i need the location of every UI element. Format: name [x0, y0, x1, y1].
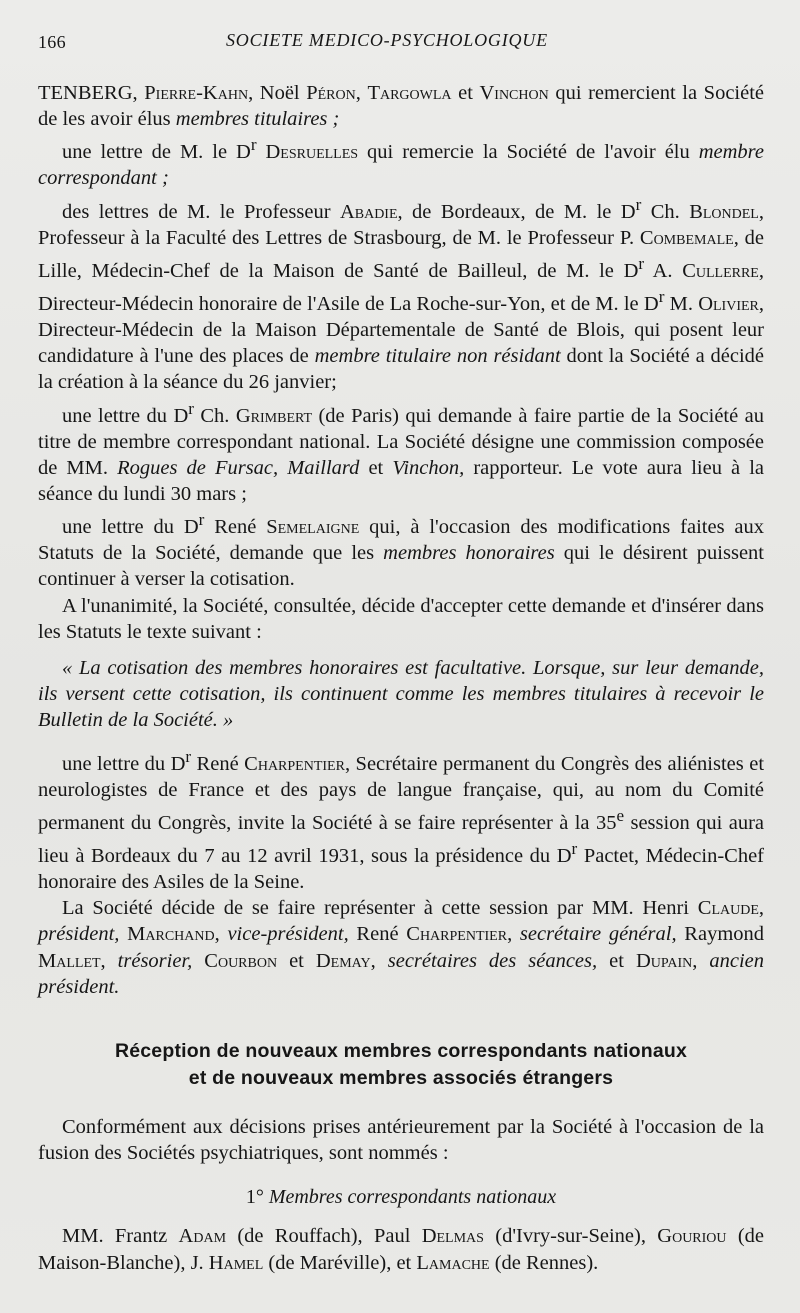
- person-name: Grimbert: [235, 404, 313, 427]
- person-name: Pierre-Kahn: [144, 82, 249, 104]
- running-title: SOCIETE MEDICO-PSYCHOLOGIQUE: [226, 30, 548, 50]
- text-run: ,: [132, 82, 145, 104]
- italic-run: membre correspondant ;: [38, 141, 764, 190]
- superscript: r: [571, 838, 578, 858]
- text-run: ,: [370, 949, 388, 972]
- text-run: , Noël: [248, 82, 307, 104]
- superscript: r: [635, 194, 642, 214]
- text-run: qui, à l'occasion des modifications faites aux Statuts de la Société, demande que les: [38, 516, 765, 565]
- italic-run: secrétaires des séances,: [387, 949, 598, 972]
- person-name: Desruelles: [265, 141, 359, 164]
- text-run: (de Rouffach), Paul: [226, 1225, 422, 1248]
- text-run: une lettre de M. le D: [62, 141, 251, 164]
- italic-run: membres honoraires: [383, 542, 555, 565]
- text-run: René: [191, 752, 245, 775]
- person-name: Semelaigne: [266, 516, 360, 539]
- text-run: , Secrétaire permanent du Congrès des aliénistes et neurologistes de France et des pays de langue française, qui, au nom du Comité permanent du Congrès, invite la Société à se faire représenter à la 35: [38, 752, 765, 834]
- section-heading-line: et de nouveaux membres associés étrangers: [188, 1066, 614, 1089]
- text-run: Ch.: [641, 200, 690, 223]
- text-run: Raymond: [676, 923, 765, 946]
- person-name: Olivier: [698, 292, 759, 315]
- running-header: [38, 28, 764, 58]
- text-run: qui remercient la Société de les avoir élus: [38, 82, 765, 131]
- text-run: qui remercie la Société de l'avoir élu: [358, 141, 699, 164]
- text-run: , Professeur à la Faculté des Lettres de Strasbourg, de M. le Professeur P.: [38, 200, 764, 249]
- person-name: Demay: [315, 949, 371, 972]
- text-run: rapporteur. Le vote aura lieu à la séance du lundi 30 mars ;: [38, 456, 764, 505]
- text-run: (de Paris) qui demande à faire partie de la Société au titre de membre correspondant national. La Société désigne une commission composée de MM.: [38, 404, 764, 479]
- paragraph-grimbert-letter: [38, 396, 764, 508]
- text-run: (de Maison-Blanche), J.: [38, 1225, 765, 1274]
- subsection-number: 1°: [245, 1186, 264, 1209]
- text-run: [192, 950, 204, 972]
- text-run: (de Maréville), et: [263, 1251, 417, 1274]
- text-run: (de Rennes).: [489, 1251, 599, 1274]
- italic-run: président,: [38, 923, 120, 946]
- paragraph-desruelles-letter: [38, 132, 764, 191]
- text-run: , de Bordeaux, de M. le D: [397, 200, 636, 223]
- person-name: Claude: [697, 897, 759, 920]
- text-run: une lettre du D: [62, 404, 189, 427]
- text-run: ,: [355, 82, 368, 104]
- text-run: A l'unanimité, la Société, consultée, décide d'accepter cette demande et d'insérer dans les Statuts le texte suivant :: [38, 594, 764, 643]
- text-run: des lettres de M. le Professeur: [62, 200, 340, 223]
- superscript: e: [616, 805, 625, 825]
- text-run: ,: [758, 897, 764, 920]
- text-run: [119, 923, 127, 945]
- person-name: Courbon: [204, 949, 278, 972]
- person-name: Charpentier: [244, 752, 345, 775]
- superscript: r: [658, 286, 665, 306]
- section-heading: [38, 1038, 764, 1092]
- italic-run: Vinchon,: [392, 456, 465, 479]
- person-name: Marchand: [127, 923, 215, 946]
- paragraph-members-thanks: [38, 80, 764, 132]
- text-run: qui le désirent puissent continuer à verser la cotisation.: [38, 542, 764, 591]
- text-run: Pactet, Médecin-Chef honoraire des Asiles de la Seine.: [38, 844, 764, 893]
- text-run: une lettre du D: [62, 516, 199, 539]
- page-number: 166: [38, 32, 66, 52]
- text-run: Ch.: [193, 404, 236, 427]
- text-run: A.: [644, 259, 683, 282]
- person-name: Blondel: [689, 200, 759, 223]
- superscript: r: [198, 510, 205, 530]
- text-run: René: [348, 923, 407, 946]
- superscript: r: [188, 398, 194, 418]
- paragraph-semelaigne-letter: [38, 507, 764, 592]
- text-run: et: [277, 949, 316, 972]
- person-name: Targowla: [367, 82, 452, 104]
- text-run: , Directeur-Médecin de la Maison Départementale de Santé de Blois, qui posent leur candidature à l'une des places de: [38, 292, 764, 368]
- section-heading-line: Réception de nouveaux membres correspondants nationaux: [114, 1039, 688, 1062]
- italic-run: vice-président,: [227, 923, 349, 946]
- person-name: Lamache: [416, 1251, 490, 1274]
- paragraph-representation: [38, 895, 764, 1000]
- body-text: [38, 80, 764, 1276]
- text-run: La Société décide de se faire représenter à cette session par MM. Henri: [62, 897, 698, 920]
- person-name: Dupain: [635, 949, 693, 972]
- superscript: r: [250, 135, 257, 155]
- person-name: Vinchon: [479, 82, 549, 104]
- italic-run: ancien président.: [38, 949, 765, 998]
- italic-run: trésorier,: [117, 949, 193, 972]
- person-name: Adam: [178, 1225, 227, 1248]
- person-name: Gouriou: [657, 1225, 727, 1248]
- text-run: une lettre du D: [62, 752, 186, 775]
- paragraph-candidature-letters: [38, 192, 764, 396]
- text-run: dont la Société a décidé la création à la séance du 26 janvier;: [38, 345, 765, 394]
- person-name: Cullerre: [682, 259, 759, 282]
- text-run: et: [597, 949, 636, 972]
- person-name: Delmas: [421, 1225, 484, 1248]
- text-run: ,: [100, 949, 118, 972]
- text-run: et: [451, 82, 480, 104]
- text-run: ,: [692, 949, 710, 972]
- text-run: , de Lille, Médecin-Chef de la Maison de Santé de Bailleul, de M. le D: [38, 226, 764, 282]
- person-name: Mallet: [38, 949, 101, 972]
- superscript: r: [185, 746, 192, 766]
- person-name: TENBERG: [38, 82, 133, 104]
- paragraph-charpentier-letter: [38, 744, 764, 896]
- text-run: M.: [664, 292, 699, 315]
- person-name: Abadie: [339, 200, 398, 223]
- paragraph-unanimity: [38, 593, 764, 645]
- section-intro: Conformément aux décisions prises antérieurement par la Société à l'occasion de la fusion des Sociétés psychiatriques, sont nommés :: [38, 1115, 764, 1165]
- text-run: et: [359, 456, 393, 479]
- statute-quote: « La cotisation des membres honoraires est facultative. Lorsque, sur leur demande, ils versent cette cotisation, ils continuent comme les membres titulaires à recevoir le Bulletin de la Société. »: [38, 657, 764, 732]
- text-run: ,: [507, 923, 520, 946]
- text-run: , Directeur-Médecin honoraire de l'Asile de La Roche-sur-Yon, et de M. le D: [38, 259, 764, 315]
- superscript: r: [638, 253, 645, 273]
- text-run: René: [204, 516, 267, 539]
- italic-run: membre titulaire non résidant: [314, 345, 561, 368]
- text-run: MM. Frantz: [62, 1225, 179, 1248]
- person-name: Charpentier: [406, 923, 508, 946]
- italic-run: secrétaire général,: [519, 923, 677, 946]
- person-name: Hamel: [208, 1251, 264, 1274]
- person-name: Péron: [306, 82, 356, 104]
- paragraph-national-members: [38, 1223, 764, 1275]
- text-run: (d'Ivry-sur-Seine),: [483, 1225, 658, 1248]
- person-name: Combemale: [639, 226, 734, 249]
- text-run: ,: [214, 923, 228, 946]
- subsection-title: Membres correspondants nationaux: [268, 1186, 557, 1209]
- italic-run: Rogues de Fursac, Maillard: [117, 456, 360, 479]
- subsection-heading: [38, 1186, 764, 1209]
- text-run: session qui aura lieu à Bordeaux du 7 au 12 avril 1931, sous la présidence du D: [38, 811, 764, 867]
- italic-run: membres titulaires ;: [175, 108, 340, 131]
